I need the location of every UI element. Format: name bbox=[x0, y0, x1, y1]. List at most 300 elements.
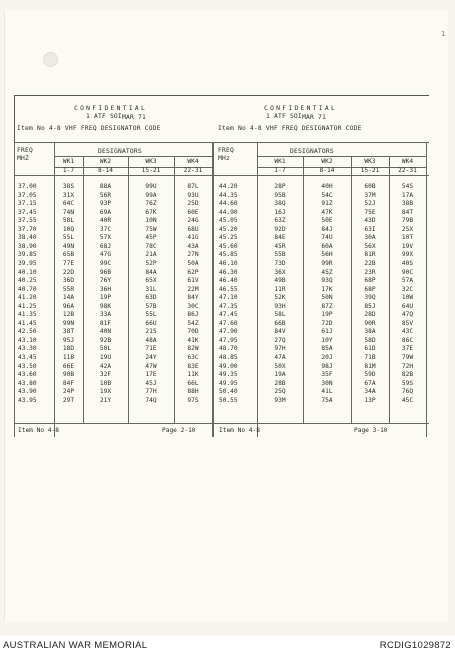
left-designator-cell: 74N bbox=[62, 208, 75, 216]
right-freq-cell: 47.45 bbox=[219, 311, 238, 319]
right-designator-cell: 50E bbox=[321, 217, 333, 225]
right-designator-cell: 81R bbox=[364, 251, 376, 259]
right-subtitle-a: 1 ATF SOI bbox=[266, 113, 302, 120]
right-designator-cell: 99R bbox=[321, 259, 333, 267]
right-designator-cell: 60A bbox=[321, 242, 333, 250]
right-freq-cell: 46.30 bbox=[219, 268, 238, 276]
right-week-header-3: WK3 bbox=[364, 158, 376, 165]
right-week-header-2: WK2 bbox=[321, 158, 333, 165]
left-designator-cell: 98K bbox=[99, 302, 112, 310]
left-designator-cell: 77E bbox=[62, 259, 75, 267]
right-designator-cell: 19P bbox=[321, 311, 333, 319]
left-designator-cell: 11B bbox=[62, 354, 75, 361]
right-freq-cell: 45.85 bbox=[219, 251, 238, 259]
right-designator-cell: 93H bbox=[274, 302, 286, 310]
right-designator-cell: 87Z bbox=[321, 302, 333, 310]
right-designator-cell: 98J bbox=[321, 362, 333, 370]
right-freq-cell: 47.60 bbox=[219, 319, 238, 327]
right-column-rule bbox=[426, 142, 427, 437]
right-designator-cell: 30N bbox=[321, 379, 333, 387]
left-week-header-2: WK2 bbox=[99, 158, 112, 165]
right-freq-cell: 47.95 bbox=[219, 336, 238, 344]
right-designator-cell: 13P bbox=[364, 396, 376, 404]
right-freq-cell: 50.55 bbox=[219, 396, 238, 404]
right-designator-cell: 19A bbox=[274, 371, 286, 379]
right-designator-cell: 68P bbox=[364, 285, 376, 293]
left-designator-cell: 21A bbox=[145, 251, 157, 259]
left-designator-cell: 83E bbox=[187, 362, 199, 370]
right-designator-cell: 54S bbox=[401, 183, 414, 190]
left-subtitle-a: 1 ATF SOI bbox=[86, 113, 122, 120]
left-designator-cell: 88A bbox=[99, 183, 112, 190]
right-freq-cell: 45.05 bbox=[219, 217, 238, 225]
right-day-range-3: 15-21 bbox=[360, 167, 380, 174]
left-designator-cell: 74Q bbox=[145, 396, 157, 404]
right-designator-cell: 63Z bbox=[274, 217, 286, 225]
right-designator-cell: 84T bbox=[401, 208, 414, 216]
right-freq-cell: 46.55 bbox=[219, 285, 238, 293]
left-item-line: Item No 4-8 VHF FREQ DESIGNATOR CODE bbox=[17, 125, 161, 132]
right-item-line: Item No 4-8 VHF FREQ DESIGNATOR CODE bbox=[218, 125, 362, 132]
left-designator-cell: 87L bbox=[187, 183, 199, 190]
left-freq-cell: 41.45 bbox=[18, 319, 37, 327]
right-designator-cell: 28P bbox=[274, 183, 286, 190]
right-designator-cell: 72H bbox=[401, 362, 414, 370]
left-freq-cell: 37.00 bbox=[18, 183, 37, 190]
header-rule-top bbox=[14, 142, 429, 143]
right-designator-cell: 56H bbox=[321, 251, 333, 259]
left-designator-cell: 22D bbox=[62, 268, 75, 276]
left-freq-cell: 40.25 bbox=[18, 277, 37, 285]
left-designator-cell: 90B bbox=[62, 371, 75, 379]
right-designator-cell: 99X bbox=[401, 251, 414, 259]
left-day-range-2: 8-14 bbox=[98, 167, 113, 174]
right-designator-cell: 36X bbox=[274, 268, 286, 276]
left-freq-label: FREQ bbox=[17, 147, 33, 154]
right-week-header-4: WK4 bbox=[401, 158, 414, 165]
left-designator-cell: 96A bbox=[62, 302, 75, 310]
left-designator-cell: 68J bbox=[99, 242, 112, 250]
left-freq-cell: 43.90 bbox=[18, 388, 37, 396]
right-designator-cell: 37E bbox=[401, 345, 414, 353]
right-designator-cell: 35F bbox=[321, 371, 333, 379]
left-footer-item: Item No 4-8 bbox=[18, 427, 59, 434]
right-freq-cell: 44.20 bbox=[219, 183, 238, 190]
right-designator-cell: 59D bbox=[364, 371, 376, 379]
left-designator-cell: 33A bbox=[99, 311, 112, 319]
left-designator-cell: 99U bbox=[145, 183, 157, 190]
left-freq-unit: MHZ bbox=[17, 155, 29, 162]
right-designator-cell: 43D bbox=[364, 217, 376, 225]
right-designator-cell: 90C bbox=[401, 268, 414, 276]
right-designator-cell: 17A bbox=[401, 191, 414, 199]
right-designator-cell: 30A bbox=[364, 234, 376, 242]
left-week-header-1: WK1 bbox=[62, 158, 75, 165]
left-designator-cell: 32F bbox=[99, 371, 112, 379]
left-designator-cell: 58L bbox=[62, 217, 75, 225]
right-designator-cell: 84J bbox=[321, 225, 333, 233]
left-designator-cell: 66E bbox=[62, 362, 75, 370]
right-freq-cell: 44.35 bbox=[219, 191, 238, 199]
left-designator-cell: 60E bbox=[187, 208, 199, 216]
right-designator-cell: 38Q bbox=[274, 200, 286, 208]
right-designator-cell: 28B bbox=[274, 379, 286, 387]
left-designator-cell: 75W bbox=[145, 225, 157, 233]
right-designator-cell: 43C bbox=[401, 328, 414, 336]
left-column-rule bbox=[14, 142, 15, 437]
right-designator-cell: 10W bbox=[401, 294, 414, 302]
right-designator-cell: 76Q bbox=[401, 388, 414, 396]
right-designator-cell: 28D bbox=[364, 311, 376, 319]
left-designator-cell: 57B bbox=[145, 302, 157, 310]
left-subtitle-b: MAR 71 bbox=[122, 114, 146, 121]
right-classification: CONFIDENTIAL bbox=[264, 105, 338, 112]
right-freq-cell: 45.20 bbox=[219, 225, 238, 233]
punch-hole bbox=[43, 52, 58, 67]
right-designator-cell: 86C bbox=[401, 336, 414, 344]
left-designator-cell: 57X bbox=[99, 234, 112, 242]
right-designator-cell: 74U bbox=[321, 234, 333, 242]
right-freq-cell: 47.10 bbox=[219, 294, 238, 302]
left-designator-cell: 24G bbox=[187, 217, 199, 225]
left-designator-cell: 48A bbox=[145, 336, 157, 344]
right-designator-cell: 81M bbox=[364, 362, 376, 370]
right-freq-unit: MHz bbox=[218, 155, 230, 162]
frequency-table-sheet bbox=[14, 95, 429, 440]
left-designator-cell: 55L bbox=[145, 311, 157, 319]
left-designator-cell: 18D bbox=[62, 345, 75, 353]
left-designator-cell: 76Z bbox=[145, 200, 157, 208]
right-designator-cell: 84V bbox=[274, 328, 286, 336]
left-designator-cell: 12B bbox=[62, 311, 75, 319]
right-designator-cell: 68P bbox=[364, 277, 376, 285]
left-designator-cell: 45J bbox=[145, 379, 157, 387]
right-freq-cell: 47.35 bbox=[219, 302, 238, 310]
left-freq-cell: 37.45 bbox=[18, 208, 37, 216]
right-day-range-2: 8-14 bbox=[319, 167, 335, 174]
left-designator-cell: 68U bbox=[187, 225, 199, 233]
right-designator-cell: 95B bbox=[274, 191, 286, 199]
left-freq-cell: 42.50 bbox=[18, 328, 37, 336]
right-designator-cell: 63I bbox=[364, 225, 376, 233]
footer-rule bbox=[14, 423, 429, 424]
left-designator-cell: 63D bbox=[145, 294, 157, 302]
left-freq-cell: 43.45 bbox=[18, 354, 37, 361]
left-freq-cell: 43.95 bbox=[18, 396, 37, 404]
right-designator-cell: 25Q bbox=[274, 388, 286, 396]
left-designator-cell: 24P bbox=[62, 388, 75, 396]
left-freq-cell: 43.30 bbox=[18, 345, 37, 353]
right-freq-cell: 47.90 bbox=[219, 328, 238, 336]
right-freq-cell: 49.95 bbox=[219, 379, 238, 387]
right-designator-cell: 47A bbox=[274, 354, 286, 361]
right-designator-cell: 97H bbox=[274, 345, 286, 353]
left-designator-cell: 29T bbox=[62, 396, 75, 404]
left-designator-cell: 52P bbox=[145, 259, 157, 267]
left-designator-cell: 36D bbox=[62, 277, 75, 285]
right-designator-cell: 19V bbox=[401, 242, 414, 250]
right-designator-cell: 67A bbox=[364, 379, 376, 387]
right-designator-cell: 64U bbox=[401, 302, 414, 310]
right-designator-cell: 58L bbox=[274, 311, 286, 319]
right-designator-cell: 61D bbox=[364, 345, 376, 353]
left-designator-cell: 45P bbox=[145, 234, 157, 242]
archive-institution: AUSTRALIAN WAR MEMORIAL bbox=[3, 640, 148, 651]
left-designator-cell: 99N bbox=[62, 319, 75, 327]
left-designator-cell: 88H bbox=[187, 388, 199, 396]
right-designator-cell: 90R bbox=[364, 319, 376, 327]
right-designator-cell: 52K bbox=[274, 294, 286, 302]
right-freq-cell: 48.70 bbox=[219, 345, 238, 353]
right-designator-cell: 55B bbox=[274, 251, 286, 259]
right-designator-cell: 73D bbox=[274, 259, 286, 267]
right-designator-cell: 39Q bbox=[364, 294, 376, 302]
right-freq-cell: 45.25 bbox=[219, 234, 238, 242]
left-freq-cell: 41.35 bbox=[18, 311, 37, 319]
right-designator-cell: 40S bbox=[401, 259, 414, 267]
left-designator-cell: 55R bbox=[62, 285, 75, 293]
right-freq-label: FREQ bbox=[218, 147, 234, 154]
left-designator-cell: 66L bbox=[187, 379, 199, 387]
left-designator-cell: 95J bbox=[62, 336, 75, 344]
left-freq-cell: 38.90 bbox=[18, 242, 37, 250]
left-designator-cell: 92B bbox=[99, 336, 112, 344]
right-designator-cell: 17K bbox=[321, 285, 333, 293]
left-designator-cell: 97S bbox=[187, 396, 199, 404]
left-designator-cell: 41G bbox=[187, 234, 199, 242]
left-freq-cell: 39.85 bbox=[18, 251, 37, 259]
left-designator-cell: 78C bbox=[145, 242, 157, 250]
right-day-range-1: 1-7 bbox=[274, 167, 286, 174]
left-designator-cell: 42A bbox=[99, 362, 112, 370]
left-day-range-3: 15-21 bbox=[141, 167, 161, 174]
left-designator-cell: 21Y bbox=[99, 396, 112, 404]
right-day-range-4: 22-31 bbox=[398, 167, 417, 174]
left-designator-cell: 93U bbox=[187, 191, 199, 199]
right-designator-cell: 85V bbox=[401, 319, 414, 327]
left-freq-cell: 37.15 bbox=[18, 200, 37, 208]
left-designator-cell: 19U bbox=[99, 354, 112, 361]
right-designator-cell: 11R bbox=[274, 285, 286, 293]
left-classification: CONFIDENTIAL bbox=[74, 105, 148, 112]
right-designator-cell: 93Q bbox=[321, 277, 333, 285]
left-designator-cell: 17E bbox=[145, 371, 157, 379]
left-week-header-3: WK3 bbox=[145, 158, 157, 165]
right-freq-cell: 49.35 bbox=[219, 371, 238, 379]
left-designator-cell: 10B bbox=[99, 379, 112, 387]
right-footer-page: Page 3-10 bbox=[354, 427, 388, 434]
right-designator-cell: 85J bbox=[364, 302, 376, 310]
right-designators-rule bbox=[257, 156, 426, 157]
left-designators-rule bbox=[54, 156, 212, 157]
right-subtitle-b: MAR 71 bbox=[302, 114, 326, 121]
right-freq-cell: 44.90 bbox=[219, 208, 238, 216]
left-day-range-4: 22-31 bbox=[183, 167, 203, 174]
left-designator-cell: 96B bbox=[99, 268, 112, 276]
left-designator-cell: 50L bbox=[99, 345, 112, 353]
left-designator-cell: 30C bbox=[187, 302, 199, 310]
left-designator-cell: 65X bbox=[145, 277, 157, 285]
right-designator-cell: 54C bbox=[321, 191, 333, 199]
right-designator-cell: 71B bbox=[364, 354, 376, 361]
right-designator-cell: 91Z bbox=[321, 200, 333, 208]
left-freq-cell: 41.25 bbox=[18, 302, 37, 310]
left-designator-cell: 43A bbox=[187, 242, 199, 250]
right-designator-cell: 72D bbox=[321, 319, 333, 327]
archive-reference: RCDIG1029872 bbox=[379, 640, 451, 651]
left-designator-cell: 84F bbox=[62, 379, 75, 387]
right-freq-cell: 50.40 bbox=[219, 388, 238, 396]
right-designator-cell: 41L bbox=[321, 388, 333, 396]
left-freq-cell: 43.80 bbox=[18, 379, 37, 387]
left-designator-cell: 31X bbox=[62, 191, 75, 199]
left-designator-cell: 25D bbox=[187, 200, 199, 208]
right-designator-cell: 32C bbox=[401, 285, 414, 293]
right-freq-cell: 48.85 bbox=[219, 354, 238, 361]
left-designator-cell: 47W bbox=[145, 362, 157, 370]
right-designator-cell: 27Q bbox=[274, 336, 286, 344]
left-freq-cell: 40.70 bbox=[18, 285, 37, 293]
right-designator-cell: 92D bbox=[274, 225, 286, 233]
right-designator-cell: 47Q bbox=[401, 311, 414, 319]
left-designators-label: DESIGNATORS bbox=[98, 148, 142, 155]
right-designator-cell: 85A bbox=[321, 345, 333, 353]
left-freq-cell: 39.95 bbox=[18, 259, 37, 267]
left-designator-cell: 65B bbox=[62, 251, 75, 259]
frame-top-line bbox=[14, 95, 429, 96]
right-designator-cell: 20J bbox=[321, 354, 333, 361]
left-designator-cell: 93P bbox=[99, 200, 112, 208]
left-designator-cell: 66U bbox=[145, 319, 157, 327]
left-designator-cell: 50A bbox=[187, 259, 199, 267]
left-designator-cell: 10N bbox=[145, 217, 157, 225]
left-designator-cell: 19P bbox=[99, 294, 112, 302]
right-designator-cell: 45R bbox=[274, 242, 286, 250]
right-designator-cell: 82B bbox=[401, 371, 414, 379]
right-designator-cell: 56X bbox=[364, 242, 376, 250]
left-designator-cell: 81F bbox=[99, 319, 112, 327]
left-designator-cell: 14A bbox=[62, 294, 75, 302]
right-designator-cell: 38A bbox=[364, 328, 376, 336]
left-designator-cell: 27N bbox=[187, 251, 199, 259]
left-designator-cell: 47G bbox=[99, 251, 112, 259]
right-designator-cell: 61J bbox=[321, 328, 333, 336]
left-designator-cell: 69A bbox=[99, 208, 112, 216]
left-designator-cell: 63C bbox=[187, 354, 199, 361]
left-freq-cell: 37.55 bbox=[18, 217, 37, 225]
left-week-header-4: WK4 bbox=[187, 158, 199, 165]
right-designator-cell: 75A bbox=[321, 396, 333, 404]
right-freq-cell: 45.60 bbox=[219, 242, 238, 250]
left-freq-cell: 43.10 bbox=[18, 336, 37, 344]
left-designator-cell: 40N bbox=[99, 328, 112, 336]
right-freq-cell: 44.60 bbox=[219, 200, 238, 208]
right-designator-cell: 47K bbox=[321, 208, 333, 216]
corner-mark: 1 bbox=[441, 30, 446, 38]
left-designator-cell: 21S bbox=[145, 328, 157, 336]
left-freq-cell: 41.20 bbox=[18, 294, 37, 302]
left-freq-cell: 37.70 bbox=[18, 225, 37, 233]
left-designator-cell: 38T bbox=[62, 328, 75, 336]
left-designator-cell: 55L bbox=[62, 234, 75, 242]
left-designator-cell: 22M bbox=[187, 285, 199, 293]
right-designator-cell: 79W bbox=[401, 354, 414, 361]
left-freq-cell: 43.50 bbox=[18, 362, 37, 370]
right-designator-cell: 34A bbox=[364, 388, 376, 396]
left-designator-cell: 54Z bbox=[187, 319, 199, 327]
left-designator-cell: 64C bbox=[62, 200, 75, 208]
left-designator-cell: 61V bbox=[187, 277, 199, 285]
left-designator-cell: 19X bbox=[99, 388, 112, 396]
right-designators-label: DESIGNATORS bbox=[290, 148, 334, 155]
right-designator-cell: 40H bbox=[321, 183, 333, 190]
left-designator-cell: 62P bbox=[187, 268, 199, 276]
right-freq-cell: 46.10 bbox=[219, 259, 238, 267]
right-column-rule bbox=[213, 142, 214, 437]
right-designator-cell: 10Y bbox=[321, 336, 333, 344]
left-designator-cell: 67K bbox=[145, 208, 157, 216]
left-designator-cell: 99A bbox=[145, 191, 157, 199]
right-designator-cell: 84E bbox=[274, 234, 286, 242]
left-designator-cell: 11K bbox=[187, 371, 199, 379]
left-designator-cell: 70D bbox=[187, 328, 199, 336]
right-designator-cell: 93M bbox=[274, 396, 286, 404]
right-designator-cell: 23R bbox=[364, 268, 376, 276]
right-designator-cell: 52J bbox=[364, 200, 376, 208]
left-designator-cell: 38S bbox=[62, 183, 75, 190]
left-designator-cell: 49N bbox=[62, 242, 75, 250]
left-designator-cell: 77H bbox=[145, 388, 157, 396]
archive-caption-bar bbox=[0, 636, 455, 654]
left-freq-cell: 43.60 bbox=[18, 371, 37, 379]
right-designator-cell: 25X bbox=[401, 225, 414, 233]
left-designator-cell: 86J bbox=[187, 311, 199, 319]
left-designator-cell: 71E bbox=[145, 345, 157, 353]
right-designator-cell: 16J bbox=[274, 208, 286, 216]
right-designator-cell: 57A bbox=[401, 277, 414, 285]
right-designator-cell: 37M bbox=[364, 191, 376, 199]
right-week-header-1: WK1 bbox=[274, 158, 286, 165]
left-designator-cell: 84Y bbox=[187, 294, 199, 302]
left-designator-cell: 56R bbox=[99, 191, 112, 199]
left-day-range-1: 1-7 bbox=[62, 167, 75, 174]
right-designator-cell: 66B bbox=[274, 319, 286, 327]
left-designator-cell: 84A bbox=[145, 268, 157, 276]
right-designator-cell: 59S bbox=[401, 379, 414, 387]
right-designator-cell: 58D bbox=[364, 336, 376, 344]
right-freq-cell: 49.00 bbox=[219, 362, 238, 370]
right-designator-cell: 38B bbox=[401, 200, 414, 208]
right-designator-cell: 50N bbox=[321, 294, 333, 302]
left-designator-cell: 31L bbox=[145, 285, 157, 293]
left-freq-cell: 38.40 bbox=[18, 234, 37, 242]
right-designator-cell: 45Z bbox=[321, 268, 333, 276]
left-designator-cell: 41K bbox=[187, 336, 199, 344]
right-designator-cell: 79B bbox=[401, 217, 414, 225]
left-footer-page: Page 2-10 bbox=[162, 427, 196, 434]
left-designator-cell: 36H bbox=[99, 285, 112, 293]
left-designator-cell: 82W bbox=[187, 345, 199, 353]
left-designator-cell: 99C bbox=[99, 259, 112, 267]
right-freq-cell: 46.40 bbox=[219, 277, 238, 285]
left-freq-cell: 37.05 bbox=[18, 191, 37, 199]
right-designator-cell: 60B bbox=[364, 183, 376, 190]
left-designator-cell: 10Q bbox=[62, 225, 75, 233]
right-designator-cell: 75E bbox=[364, 208, 376, 216]
right-footer-item: Item No 4-8 bbox=[219, 427, 260, 434]
left-designator-cell: 76Y bbox=[99, 277, 112, 285]
right-designator-cell: 10T bbox=[401, 234, 414, 242]
